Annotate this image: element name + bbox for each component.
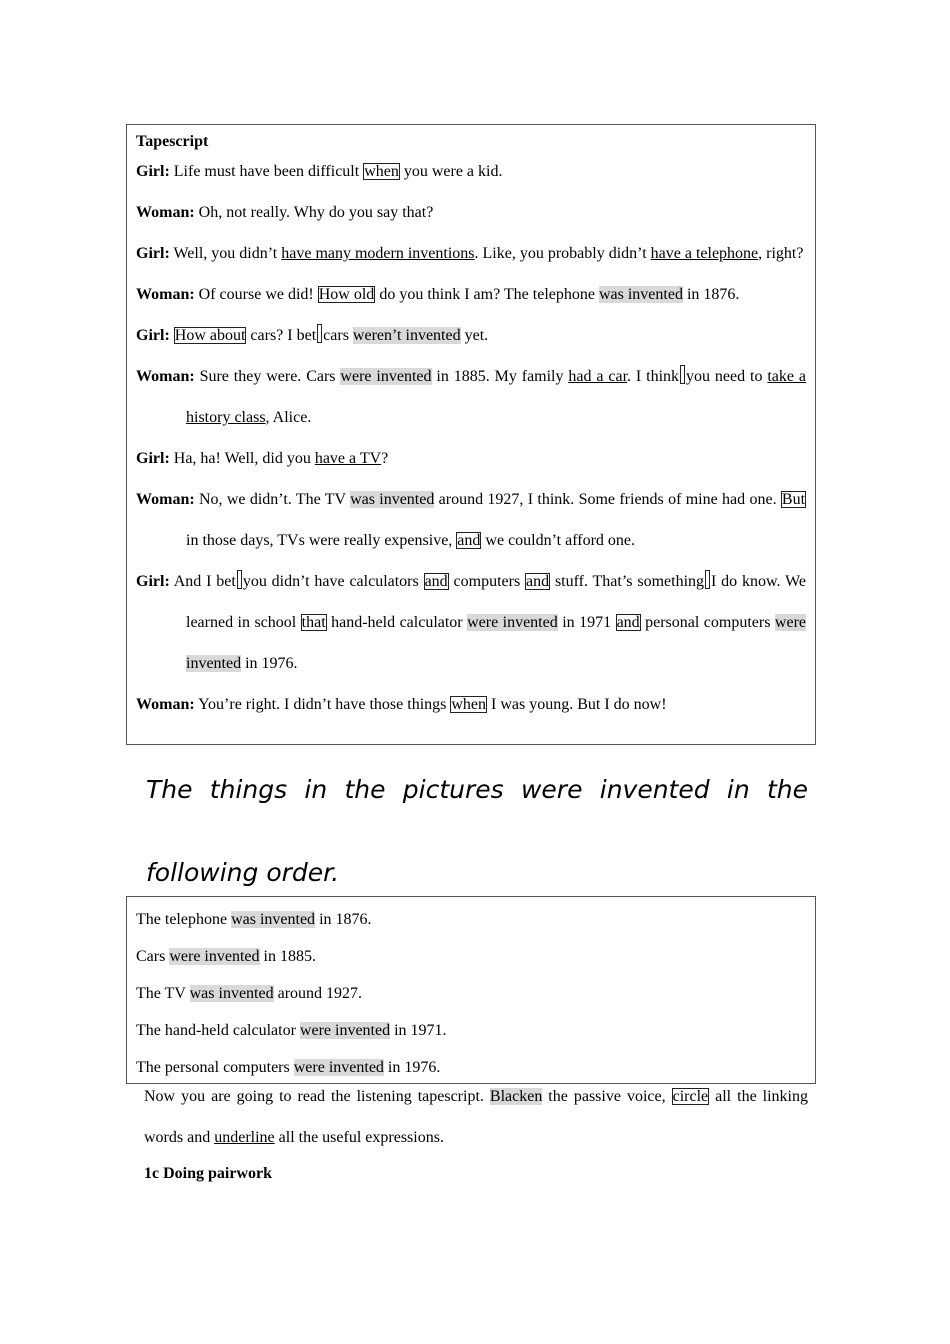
order-line — [136, 975, 806, 1012]
tapescript-box — [126, 124, 816, 745]
circled-linking-word: when — [451, 696, 487, 713]
order-line — [136, 1012, 806, 1049]
dialogue-text: Sure they were. Cars — [199, 368, 341, 385]
tapescript-line — [136, 315, 806, 356]
instructions-text-d: all the useful expressions. — [274, 1129, 444, 1146]
order-text: The hand-held calculator — [136, 1022, 300, 1039]
circled-linking-word: that — [301, 614, 326, 631]
dialogue-text: , Alice. — [265, 409, 312, 426]
insertion-mark — [680, 365, 685, 384]
circled-linking-word: and — [616, 614, 640, 631]
passive-voice-highlight: were invented — [299, 1022, 391, 1039]
speaker-label: Woman: — [136, 286, 195, 303]
dialogue-text: yet. — [460, 327, 489, 344]
dialogue-text: Well, you didn’t — [173, 245, 282, 262]
tapescript-line — [136, 274, 806, 315]
instructions — [144, 1076, 808, 1158]
underlined-expression: have a telephone — [650, 245, 759, 262]
speaker-label: Girl: — [136, 163, 170, 180]
dialogue-text: hand-held calculator — [326, 614, 468, 631]
tapescript-lines — [136, 151, 806, 725]
passive-voice-highlight: was invented — [598, 286, 683, 303]
dialogue-text: in 1885. My family — [431, 368, 569, 385]
circled-linking-word: How old — [318, 286, 375, 303]
underlined-expression: have many modern inventions — [281, 245, 475, 262]
speaker-label: Woman: — [136, 696, 195, 713]
order-text: around 1927. — [273, 985, 363, 1002]
order-lines — [136, 901, 806, 1086]
dialogue-text: do you think I am? The telephone — [375, 286, 599, 303]
dialogue-text: computers — [448, 573, 525, 590]
pairwork-title: 1c Doing pairwork — [144, 1165, 272, 1182]
order-text: Cars — [136, 948, 170, 965]
circled-linking-word: How about — [174, 327, 246, 344]
tapescript-line — [136, 356, 806, 438]
instructions-blacken: Blacken — [489, 1088, 543, 1105]
tapescript-line — [136, 438, 806, 479]
dialogue-text: you need to — [686, 368, 768, 385]
dialogue-text: cars — [323, 327, 353, 344]
dialogue-text: And I bet — [173, 573, 236, 590]
speaker-label: Girl: — [136, 450, 170, 467]
passive-voice-highlight: were invented — [186, 614, 806, 672]
tapescript-line — [136, 233, 806, 274]
insertion-mark — [237, 570, 242, 589]
dialogue-text: Life must have been difficult — [173, 163, 364, 180]
dialogue-text: personal computers — [640, 614, 775, 631]
order-text: The telephone — [136, 911, 232, 928]
speaker-label: Girl: — [136, 573, 170, 590]
order-line — [136, 901, 806, 938]
circled-linking-word: when — [364, 163, 399, 180]
tapescript-line — [136, 561, 806, 684]
dialogue-text: You’re right. I didn’t have those things — [198, 696, 451, 713]
dialogue-text: No, we didn’t. The TV — [199, 491, 351, 508]
circled-linking-word: and — [526, 573, 550, 590]
dialogue-text: cars? I bet — [246, 327, 317, 344]
passive-voice-highlight: was invented — [231, 911, 316, 928]
dialogue-text: . Like, you probably didn’t — [474, 245, 651, 262]
order-text: in 1976. — [383, 1059, 441, 1076]
dialogue-text: in those days, TVs were really expensive, — [186, 532, 457, 549]
speaker-label: Woman: — [136, 368, 195, 385]
circled-linking-word: and — [424, 573, 448, 590]
order-text: in 1885. — [259, 948, 316, 965]
instructions-paragraph — [144, 1076, 808, 1158]
passive-voice-highlight: was invented — [189, 985, 274, 1002]
passive-voice-highlight: were invented — [293, 1059, 384, 1076]
passive-voice-highlight: were invented — [340, 368, 432, 385]
order-text: in 1876. — [315, 911, 372, 928]
speaker-label: Girl: — [136, 245, 170, 262]
invention-order-box — [126, 896, 816, 1084]
dialogue-text: I was young. But I do now! — [487, 696, 667, 713]
circled-linking-word: But — [781, 491, 806, 508]
passive-voice-highlight: was invented — [350, 491, 435, 508]
dialogue-text: in 1876. — [682, 286, 740, 303]
underlined-expression: had a car — [568, 368, 628, 385]
order-line — [136, 938, 806, 975]
instructions-text-c: all the linking words and — [144, 1088, 809, 1146]
order-text: The TV — [136, 985, 190, 1002]
dialogue-text: , right? — [758, 245, 804, 262]
circled-linking-word: and — [457, 532, 481, 549]
order-text: in 1971. — [390, 1022, 447, 1039]
order-heading: The things in the pictures were invented in the following order. — [146, 775, 808, 887]
insertion-mark — [317, 324, 322, 343]
speaker-label: Girl: — [136, 327, 170, 344]
dialogue-text: Oh, not really. Why do you say that? — [198, 204, 434, 221]
tapescript-line — [136, 479, 806, 561]
instructions-text-b: the passive voice, — [542, 1088, 672, 1105]
dialogue-text: you didn’t have calculators — [242, 573, 424, 590]
dialogue-text: in 1976. — [241, 655, 298, 672]
passive-voice-highlight: were invented — [467, 614, 558, 631]
tapescript-line — [136, 684, 806, 725]
dialogue-text: Of course we did! — [198, 286, 318, 303]
dialogue-text: you were a kid. — [399, 163, 503, 180]
dialogue-text: ? — [381, 450, 389, 467]
instructions-circle: circle — [672, 1088, 709, 1105]
order-text: The personal computers — [136, 1059, 294, 1076]
tapescript-line — [136, 192, 806, 233]
instructions-underline: underline — [214, 1129, 275, 1146]
insertion-mark — [705, 570, 710, 589]
dialogue-text: we couldn’t afford one. — [481, 532, 635, 549]
underlined-expression: have a TV — [314, 450, 382, 467]
tapescript-line — [136, 151, 806, 192]
dialogue-text: stuff. That’s something — [550, 573, 705, 590]
dialogue-text: I do know. We learned in school — [186, 573, 806, 631]
dialogue-text: . I think — [627, 368, 680, 385]
speaker-label: Woman: — [136, 204, 195, 221]
speaker-label: Woman: — [136, 491, 195, 508]
passive-voice-highlight: were invented — [169, 948, 260, 965]
tapescript-title: Tapescript — [136, 133, 209, 150]
passive-voice-highlight: weren’t invented — [352, 327, 461, 344]
dialogue-text: Ha, ha! Well, did you — [173, 450, 315, 467]
instructions-text-a: Now you are going to read the listening tapescript. — [144, 1088, 490, 1105]
underlined-expression: take a history class — [186, 368, 806, 426]
dialogue-text: around 1927, I think. Some friends of mine had one. — [434, 491, 781, 508]
dialogue-text: in 1971 — [557, 614, 616, 631]
